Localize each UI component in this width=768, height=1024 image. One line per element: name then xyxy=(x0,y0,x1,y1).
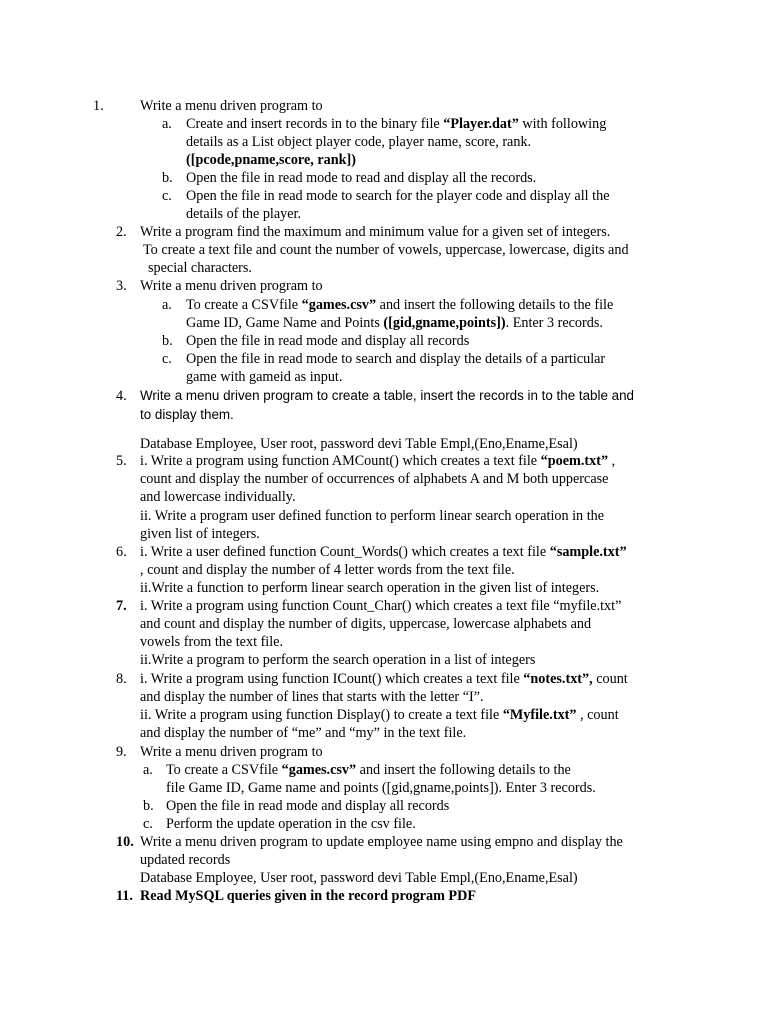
text-run: i. Write a program using function Count_Char() which creates a text file “myfile.txt” xyxy=(140,598,622,614)
text-run: To create a CSVfile xyxy=(166,762,282,778)
text-line xyxy=(166,761,571,779)
text-run: Open the file in read mode and display all records xyxy=(186,333,470,349)
text-line xyxy=(186,314,603,332)
text-line xyxy=(166,797,449,815)
text-line xyxy=(140,615,591,633)
text-run: and lowercase individually. xyxy=(140,489,296,505)
sub-item-marker: b. xyxy=(143,798,154,814)
text-run: i. Write a program using function AMCount() which creates a text file xyxy=(140,453,541,469)
text-line xyxy=(148,259,252,277)
item-number: 5. xyxy=(116,453,127,469)
text-run: file Game ID, Game name and points ([gid,gname,points]). Enter 3 records. xyxy=(166,780,596,796)
text-line xyxy=(140,851,230,869)
text-line xyxy=(186,296,613,314)
text-line xyxy=(140,869,578,887)
bold-text-run: “sample.txt” xyxy=(549,544,627,560)
text-run: . Enter 3 records. xyxy=(505,315,603,331)
text-run: Write a menu driven program to xyxy=(140,98,323,114)
text-line xyxy=(140,833,623,851)
bold-text-run: “notes.txt”, xyxy=(523,671,593,687)
text-run: details as a List object player code, player name, score, rank. xyxy=(186,134,532,150)
text-run: , xyxy=(608,453,616,469)
text-line xyxy=(140,470,608,488)
text-run: Write a program find the maximum and minimum value for a given set of integers. xyxy=(140,224,611,240)
text-line xyxy=(140,706,619,724)
text-run: and insert the following details to the file xyxy=(376,297,614,313)
bold-text-run: Read MySQL queries given in the record program PDF xyxy=(140,888,477,904)
text-run: given list of integers. xyxy=(140,526,260,542)
text-run: Open the file in read mode and display all records xyxy=(166,798,450,814)
item-number: 10. xyxy=(116,834,134,850)
text-run: To create a CSVfile xyxy=(186,297,302,313)
text-line xyxy=(186,133,531,151)
text-line xyxy=(140,597,621,615)
text-line xyxy=(140,277,323,295)
bold-text-run: “Player.dat” xyxy=(443,116,519,132)
bold-text-run: “Myfile.txt” xyxy=(502,707,577,723)
text-run: ii. Write a program using function Display() to create a text file xyxy=(140,707,503,723)
text-run: Database Employee, User root, password devi Table Empl,(Eno,Ename,Esal) xyxy=(140,436,578,452)
text-run: Game ID, Game Name and Points xyxy=(186,315,384,331)
text-run: details of the player. xyxy=(186,206,302,222)
text-run: special characters. xyxy=(148,260,252,276)
text-run: ii. Write a program user defined function to perform linear search operation in the xyxy=(140,508,605,524)
sub-item-marker: a. xyxy=(162,297,172,313)
text-run: Write a menu driven program to update employee name using empno and display the xyxy=(140,834,623,850)
text-line xyxy=(140,670,628,688)
sub-item-marker: b. xyxy=(162,333,173,349)
text-run: i. Write a program using function ICount() which creates a text file xyxy=(140,671,524,687)
sub-item-marker: c. xyxy=(162,188,172,204)
text-run: Create and insert records in to the binary file xyxy=(186,116,444,132)
text-line xyxy=(186,115,606,133)
item-number: 9. xyxy=(116,744,127,760)
text-line xyxy=(166,779,596,797)
bold-text-run: ([gid,gname,points]) xyxy=(383,315,506,331)
text-run: ii.Write a program to perform the search operation in a list of integers xyxy=(140,652,536,668)
item-number: 2. xyxy=(116,224,127,240)
bold-text-run: “poem.txt” xyxy=(540,453,609,469)
text-line xyxy=(140,507,604,525)
text-line xyxy=(140,743,323,761)
text-line xyxy=(140,561,515,579)
text-line xyxy=(140,223,610,241)
text-run: , count xyxy=(576,707,619,723)
text-line xyxy=(186,187,610,205)
item-number: 8. xyxy=(116,671,127,687)
text-line xyxy=(140,97,323,115)
text-line xyxy=(140,633,283,651)
text-run: updated records xyxy=(140,852,231,868)
text-run: Open the file in read mode to search for the player code and display all the xyxy=(186,188,610,204)
text-run: Database Employee, User root, password devi Table Empl,(Eno,Ename,Esal) xyxy=(140,870,578,886)
text-line xyxy=(143,241,629,259)
text-run: Open the file in read mode to search and display the details of a particular xyxy=(186,351,606,367)
text-run: and display the number of lines that starts with the letter “I”. xyxy=(140,689,484,705)
text-run: Write a menu driven program to create a table, insert the records in to the table and xyxy=(140,388,634,403)
text-run: count xyxy=(592,671,628,687)
text-run: ii.Write a function to perform linear search operation in the given list of integers. xyxy=(140,580,600,596)
text-line xyxy=(140,579,599,597)
text-run: count and display the number of occurrences of alphabets A and M both uppercase xyxy=(140,471,609,487)
text-run: Write a menu driven program to xyxy=(140,278,323,294)
text-line xyxy=(186,205,301,223)
item-number: 6. xyxy=(116,544,127,560)
text-line xyxy=(186,332,469,350)
text-line xyxy=(140,452,615,470)
sub-item-marker: c. xyxy=(162,351,172,367)
text-run: Perform the update operation in the csv file. xyxy=(166,816,416,832)
text-line xyxy=(140,435,578,453)
text-run: , count and display the number of 4 letter words from the text file. xyxy=(140,562,515,578)
sub-item-marker: c. xyxy=(143,816,153,832)
text-run: vowels from the text file. xyxy=(140,634,284,650)
text-line xyxy=(140,887,476,905)
text-run: game with gameid as input. xyxy=(186,369,343,385)
text-line xyxy=(140,688,484,706)
text-line xyxy=(186,169,536,187)
text-run: Open the file in read mode to read and display all the records. xyxy=(186,170,537,186)
text-run: with following xyxy=(518,116,607,132)
text-run: Write a menu driven program to xyxy=(140,744,323,760)
text-line xyxy=(140,488,296,506)
text-run: and insert the following details to the xyxy=(356,762,571,778)
item-number: 7. xyxy=(116,598,127,614)
sub-item-marker: a. xyxy=(143,762,153,778)
text-line xyxy=(186,368,342,386)
text-line xyxy=(140,406,234,424)
bold-text-run: ([pcode,pname,score, rank]) xyxy=(186,152,356,168)
text-line xyxy=(140,651,535,669)
bold-text-run: “games.csv” xyxy=(281,762,357,778)
text-run: to display them. xyxy=(140,407,234,422)
text-run: and count and display the number of digits, uppercase, lowercase alphabets and xyxy=(140,616,592,632)
item-number: 11. xyxy=(116,888,133,904)
text-line xyxy=(140,387,634,405)
text-line xyxy=(140,525,260,543)
text-line xyxy=(166,815,416,833)
text-line xyxy=(140,724,466,742)
sub-item-marker: b. xyxy=(162,170,173,186)
item-number: 3. xyxy=(116,278,127,294)
bold-text-run: “games.csv” xyxy=(301,297,377,313)
item-number: 1. xyxy=(93,98,104,114)
text-line xyxy=(186,350,605,368)
text-run: To create a text file and count the number of vowels, uppercase, lowercase, digits and xyxy=(143,242,629,258)
text-run: and display the number of “me” and “my” in the text file. xyxy=(140,725,467,741)
text-line xyxy=(140,543,627,561)
item-number: 4. xyxy=(116,388,127,404)
text-run: i. Write a user defined function Count_Words() which creates a text file xyxy=(140,544,550,560)
sub-item-marker: a. xyxy=(162,116,172,132)
text-line xyxy=(186,151,356,169)
